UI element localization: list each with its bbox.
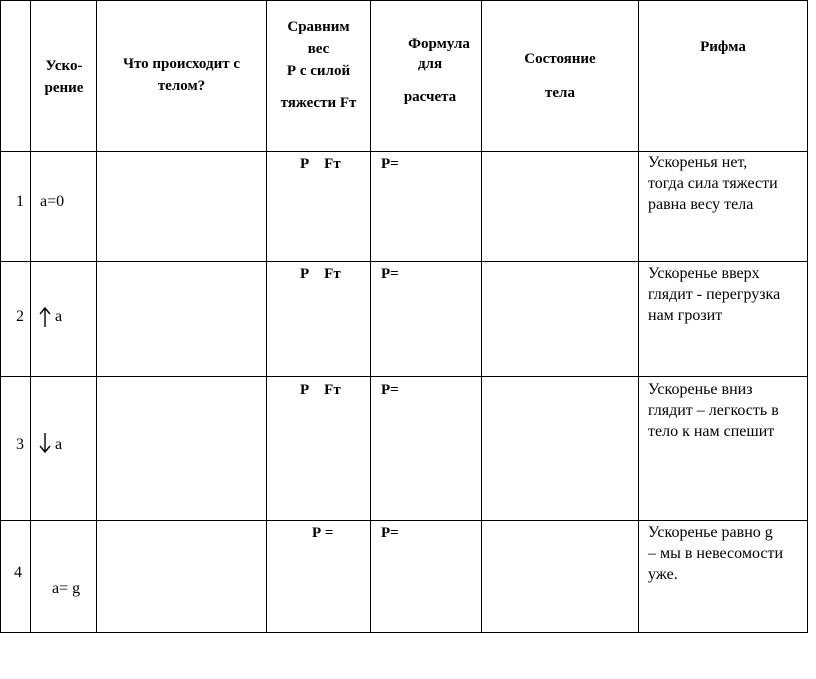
row-number: 4 [14, 564, 22, 581]
row-number: 2 [16, 308, 24, 325]
row-number: 3 [16, 436, 24, 453]
acceleration-value: a=0 [40, 193, 65, 210]
down-arrow-icon [38, 432, 52, 454]
formula-cell: Р= [381, 266, 399, 282]
compare-cell: Р Fт [300, 156, 341, 172]
header-compare: Сравним вес Р с силой тяжести Fт [280, 19, 357, 111]
header-what-happens: Что происходит с телом? [122, 56, 241, 94]
compare-cell: Р = [312, 525, 334, 541]
formula-cell: Р= [381, 525, 399, 541]
rhyme-cell: Ускоренье вниз глядит – легкость в тело к нам спешит [648, 381, 779, 440]
acceleration-value: a [55, 436, 63, 453]
formula-cell: Р= [381, 382, 399, 398]
header-state: Состояние тела [524, 51, 596, 101]
acceleration-value: a= g [52, 580, 81, 597]
acceleration-value: a [55, 308, 63, 325]
header-acceleration: Уско- рение [44, 58, 84, 96]
compare-cell: Р Fт [300, 382, 341, 398]
rhyme-cell: Ускоренье равно g – мы в невесомости уже. [648, 524, 784, 583]
compare-cell: Р Fт [300, 266, 341, 282]
header-formula: Формула для расчета [403, 36, 470, 105]
up-arrow-icon [38, 306, 52, 328]
rhyme-cell: Ускоренье вверх глядит - перегрузка нам грозит [648, 265, 781, 324]
rhyme-cell: Ускоренья нет, тогда сила тяжести равна весу тела [648, 154, 778, 213]
header-rhyme: Рифма [700, 39, 746, 55]
formula-cell: Р= [381, 156, 399, 172]
row-number: 1 [16, 193, 24, 210]
